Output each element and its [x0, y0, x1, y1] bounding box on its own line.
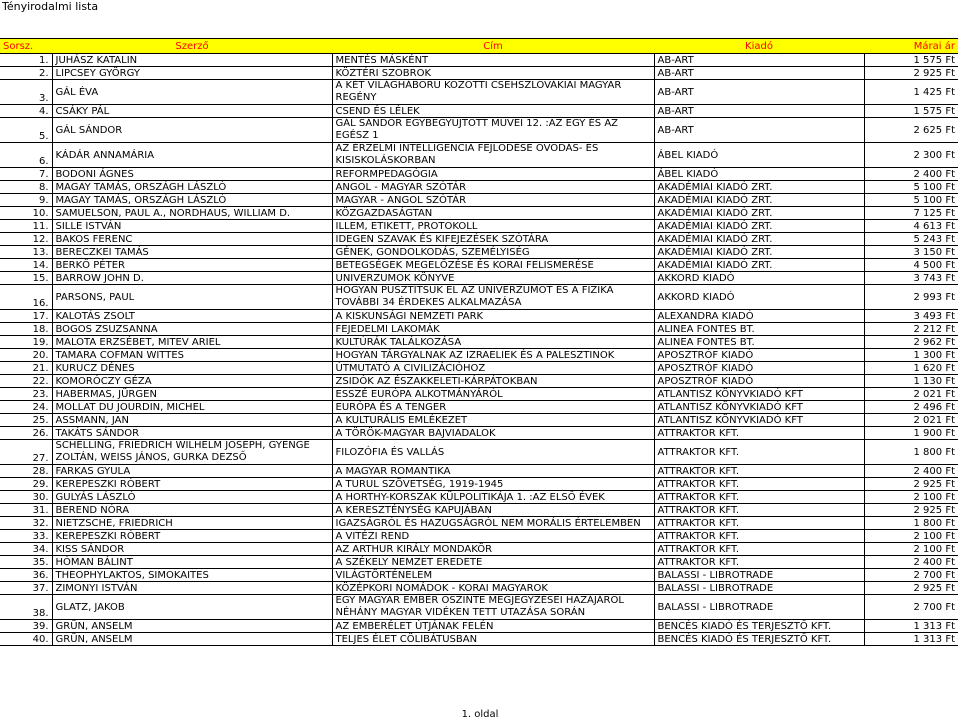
row-title: ÚTMUTATÓ A CIVILIZÁCIÓHOZ	[332, 362, 654, 375]
table-row	[0, 118, 958, 143]
row-title: KULTÚRÁK TALÁLKOZÁSA	[332, 336, 654, 349]
row-title: AZ EMBERÉLET ÚTJÁNAK FELÉN	[332, 620, 654, 633]
row-author: GÁL ÉVA	[52, 80, 332, 105]
row-author: TAMARA COFMAN WITTES	[52, 349, 332, 362]
row-publisher: AB-ART	[654, 118, 864, 143]
row-price: 1 800 Ft	[864, 517, 958, 530]
row-number: 8.	[0, 181, 52, 194]
row-number: 10.	[0, 207, 52, 220]
row-author: TAKÁTS SÁNDOR	[52, 427, 332, 440]
row-number: 37.	[0, 582, 52, 595]
row-publisher: APOSZTRÓF KIADÓ	[654, 362, 864, 375]
row-price: 2 700 Ft	[864, 595, 958, 620]
row-publisher: ATTRAKTOR KFT.	[654, 478, 864, 491]
row-publisher: ATTRAKTOR KFT.	[654, 530, 864, 543]
table-body	[0, 54, 958, 646]
row-price: 2 700 Ft	[864, 569, 958, 582]
row-title: A KÉT VILÁGHÁBORÚ KÖZÖTTI CSEHSZLOVÁKIAI MAGYAR REGÉNY	[332, 80, 654, 105]
row-author: GRÜN, ANSELM	[52, 633, 332, 646]
row-title: GÁL SÁNDOR EGYBEGYŰJTÖTT MŰVEI 12. :AZ EGY ÉS AZ EGÉSZ 1	[332, 118, 654, 143]
table-row	[0, 80, 958, 105]
row-publisher: AKADÉMIAI KIADÓ ZRT.	[654, 233, 864, 246]
row-publisher: ÁBEL KIADÓ	[654, 168, 864, 181]
header-row	[0, 39, 958, 54]
row-author: JUHÁSZ KATALIN	[52, 54, 332, 67]
row-publisher: AKADÉMIAI KIADÓ ZRT.	[654, 181, 864, 194]
row-price: 2 400 Ft	[864, 465, 958, 478]
table-row	[0, 143, 958, 168]
row-title: A VITÉZI REND	[332, 530, 654, 543]
row-number: 21.	[0, 362, 52, 375]
row-publisher: AKADÉMIAI KIADÓ ZRT.	[654, 220, 864, 233]
row-publisher: AKADÉMIAI KIADÓ ZRT.	[654, 259, 864, 272]
row-author: KALOTÁS ZSOLT	[52, 310, 332, 323]
row-number: 25.	[0, 414, 52, 427]
row-author: BERECZKEI TAMÁS	[52, 246, 332, 259]
row-price: 2 925 Ft	[864, 504, 958, 517]
row-title: KÖZÉPKORI NOMÁDOK - KORAI MAGYAROK	[332, 582, 654, 595]
table-row	[0, 556, 958, 569]
row-price: 1 130 Ft	[864, 375, 958, 388]
row-price: 1 575 Ft	[864, 105, 958, 118]
row-author: HÓMAN BÁLINT	[52, 556, 332, 569]
page-number: 1. oldal	[461, 709, 499, 720]
header-publisher: Kiadó	[654, 39, 864, 54]
row-price: 3 150 Ft	[864, 246, 958, 259]
table-row	[0, 207, 958, 220]
row-author: GRÜN, ANSELM	[52, 620, 332, 633]
row-price: 2 962 Ft	[864, 336, 958, 349]
table-row	[0, 388, 958, 401]
row-title: TELJES ÉLET CÖLIBÁTUSBAN	[332, 633, 654, 646]
row-title: A HORTHY-KORSZAK KÜLPOLITIKÁJA 1. :AZ ELSŐ ÉVEK	[332, 491, 654, 504]
row-price: 2 021 Ft	[864, 388, 958, 401]
row-price: 2 625 Ft	[864, 118, 958, 143]
row-number: 39.	[0, 620, 52, 633]
row-number: 35.	[0, 556, 52, 569]
table-row	[0, 272, 958, 285]
table-row	[0, 440, 958, 465]
row-publisher: BALASSI - LIBROTRADE	[654, 569, 864, 582]
row-publisher: AB-ART	[654, 105, 864, 118]
row-price: 4 613 Ft	[864, 220, 958, 233]
table-row	[0, 233, 958, 246]
row-author: KÁDÁR ANNAMÁRIA	[52, 143, 332, 168]
row-price: 2 993 Ft	[864, 285, 958, 310]
table-row	[0, 349, 958, 362]
row-author: BAKOS FERENC	[52, 233, 332, 246]
table-row	[0, 105, 958, 118]
table-row	[0, 620, 958, 633]
row-number: 4.	[0, 105, 52, 118]
row-number: 23.	[0, 388, 52, 401]
table-row	[0, 194, 958, 207]
row-price: 2 100 Ft	[864, 543, 958, 556]
row-price: 5 100 Ft	[864, 194, 958, 207]
row-price: 5 100 Ft	[864, 181, 958, 194]
row-publisher: ATTRAKTOR KFT.	[654, 465, 864, 478]
row-title: HOGYAN TÁRGYALNAK AZ IZRAELIEK ÉS A PALESZTINOK	[332, 349, 654, 362]
row-publisher: ATLANTISZ KÖNYVKIADÓ KFT	[654, 414, 864, 427]
row-number: 34.	[0, 543, 52, 556]
row-number: 27.	[0, 440, 52, 465]
row-number: 30.	[0, 491, 52, 504]
table-row	[0, 633, 958, 646]
row-author: ASSMANN, JAN	[52, 414, 332, 427]
row-number: 24.	[0, 401, 52, 414]
row-number: 32.	[0, 517, 52, 530]
row-author: GÁL SÁNDOR	[52, 118, 332, 143]
row-publisher: ALEXANDRA KIADÓ	[654, 310, 864, 323]
row-number: 5.	[0, 118, 52, 143]
row-price: 2 400 Ft	[864, 168, 958, 181]
row-author: GLATZ, JAKOB	[52, 595, 332, 620]
row-author: KISS SÁNDOR	[52, 543, 332, 556]
row-price: 1 620 Ft	[864, 362, 958, 375]
row-publisher: ATTRAKTOR KFT.	[654, 504, 864, 517]
row-number: 38.	[0, 595, 52, 620]
table-row	[0, 582, 958, 595]
row-price: 7 125 Ft	[864, 207, 958, 220]
table-row	[0, 465, 958, 478]
document-title: Tényirodalmi lista	[2, 0, 99, 13]
row-title: UNIVERZUMOK KÖNYVE	[332, 272, 654, 285]
row-price: 2 496 Ft	[864, 401, 958, 414]
row-publisher: ATTRAKTOR KFT.	[654, 517, 864, 530]
row-price: 1 575 Ft	[864, 54, 958, 67]
row-publisher: ALINEA FONTES BT.	[654, 323, 864, 336]
row-title: MENTÉS MÁSKÉNT	[332, 54, 654, 67]
table-row	[0, 285, 958, 310]
row-publisher: AKKORD KIADÓ	[654, 272, 864, 285]
row-author: SCHELLING, FRIEDRICH WILHELM JOSEPH, GYENGE ZOLTÁN, WEISS JÁNOS, GURKA DEZSŐ	[52, 440, 332, 465]
table-row	[0, 310, 958, 323]
row-price: 3 493 Ft	[864, 310, 958, 323]
row-title: A KERESZTÉNYSÉG KAPUJÁBAN	[332, 504, 654, 517]
row-title: A MAGYAR ROMANTIKA	[332, 465, 654, 478]
row-author: KURUCZ DÉNES	[52, 362, 332, 375]
row-price: 2 100 Ft	[864, 530, 958, 543]
table-row	[0, 375, 958, 388]
table-row	[0, 414, 958, 427]
row-number: 33.	[0, 530, 52, 543]
row-number: 2.	[0, 67, 52, 80]
table-row	[0, 220, 958, 233]
row-publisher: AKKORD KIADÓ	[654, 285, 864, 310]
row-author: HABERMAS, JÜRGEN	[52, 388, 332, 401]
row-publisher: AB-ART	[654, 80, 864, 105]
table-row	[0, 401, 958, 414]
row-publisher: BENCÉS KIADÓ ÉS TERJESZTŐ KFT.	[654, 620, 864, 633]
row-price: 2 300 Ft	[864, 143, 958, 168]
row-author: BODONI ÁGNES	[52, 168, 332, 181]
header-author: Szerző	[52, 39, 332, 54]
row-author: KEREPESZKI RÓBERT	[52, 478, 332, 491]
table-row	[0, 504, 958, 517]
row-title: EURÓPA ÉS A TENGER	[332, 401, 654, 414]
row-price: 1 800 Ft	[864, 440, 958, 465]
row-price: 1 300 Ft	[864, 349, 958, 362]
table-row	[0, 336, 958, 349]
row-title: EGY MAGYAR EMBER ŐSZINTE MEGJEGYZÉSEI HAZÁJÁRÓL NÉHÁNY MAGYAR VIDÉKEN TETT UTAZÁSA SORÁN	[332, 595, 654, 620]
table-row	[0, 168, 958, 181]
row-author: MOLLAT DU JOURDIN, MICHEL	[52, 401, 332, 414]
table-row	[0, 478, 958, 491]
row-title: AZ ARTHUR KIRÁLY MONDAKÖR	[332, 543, 654, 556]
row-publisher: ATLANTISZ KÖNYVKIADÓ KFT	[654, 388, 864, 401]
row-title: KÖZTÉRI SZOBROK	[332, 67, 654, 80]
row-author: GULYÁS LÁSZLÓ	[52, 491, 332, 504]
row-number: 9.	[0, 194, 52, 207]
row-number: 16.	[0, 285, 52, 310]
row-author: THEOPHYLAKTOS, SIMOKAITES	[52, 569, 332, 582]
row-number: 29.	[0, 478, 52, 491]
row-author: MALOTA ERZSÉBET, MITEV ARIEL	[52, 336, 332, 349]
table-row	[0, 569, 958, 582]
row-publisher: BALASSI - LIBROTRADE	[654, 582, 864, 595]
row-publisher: APOSZTRÓF KIADÓ	[654, 375, 864, 388]
row-title: IGAZSÁGRÓL ÉS HAZUGSÁGRÓL NEM MORÁLIS ÉRTELEMBEN	[332, 517, 654, 530]
row-author: BARROW JOHN D.	[52, 272, 332, 285]
table-row	[0, 246, 958, 259]
row-number: 26.	[0, 427, 52, 440]
row-publisher: AB-ART	[654, 67, 864, 80]
row-title: AZ ÉRZELMI INTELLIGENCIA FEJLŐDÉSE ÓVODÁS- ÉS KISISKOLÁSKORBAN	[332, 143, 654, 168]
table-row	[0, 491, 958, 504]
header-number: Sorsz.	[0, 39, 52, 54]
row-number: 20.	[0, 349, 52, 362]
table-row	[0, 323, 958, 336]
row-title: HOGYAN PUSZTÍTSUK EL AZ UNIVERZUMOT ÉS A FIZIKA TOVÁBBI 34 ÉRDEKES ALKALMAZÁSA	[332, 285, 654, 310]
row-author: PARSONS, PAUL	[52, 285, 332, 310]
row-price: 2 400 Ft	[864, 556, 958, 569]
table-row	[0, 67, 958, 80]
row-author: FARKAS GYULA	[52, 465, 332, 478]
row-price: 2 212 Ft	[864, 323, 958, 336]
row-price: 1 425 Ft	[864, 80, 958, 105]
row-number: 6.	[0, 143, 52, 168]
row-title: A KISKUNSÁGI NEMZETI PARK	[332, 310, 654, 323]
row-publisher: ÁBEL KIADÓ	[654, 143, 864, 168]
row-author: NIETZSCHE, FRIEDRICH	[52, 517, 332, 530]
row-author: MAGAY TAMÁS, ORSZÁGH LÁSZLÓ	[52, 181, 332, 194]
table-row	[0, 595, 958, 620]
row-number: 12.	[0, 233, 52, 246]
row-publisher: BALASSI - LIBROTRADE	[654, 595, 864, 620]
row-price: 5 243 Ft	[864, 233, 958, 246]
table-row	[0, 427, 958, 440]
row-price: 2 021 Ft	[864, 414, 958, 427]
row-price: 2 100 Ft	[864, 491, 958, 504]
row-title: ZSIDÓK AZ ÉSZAKKELETI-KÁRPÁTOKBAN	[332, 375, 654, 388]
row-price: 1 313 Ft	[864, 620, 958, 633]
row-number: 40.	[0, 633, 52, 646]
row-publisher: ALINEA FONTES BT.	[654, 336, 864, 349]
row-publisher: ATLANTISZ KÖNYVKIADÓ KFT	[654, 401, 864, 414]
table-row	[0, 259, 958, 272]
row-number: 18.	[0, 323, 52, 336]
row-title: CSEND ÉS LÉLEK	[332, 105, 654, 118]
row-author: CSÁKY PÁL	[52, 105, 332, 118]
row-publisher: AKADÉMIAI KIADÓ ZRT.	[654, 246, 864, 259]
row-publisher: APOSZTRÓF KIADÓ	[654, 349, 864, 362]
row-title: KÖZGAZDASÁGTAN	[332, 207, 654, 220]
row-author: LIPCSEY GYÖRGY	[52, 67, 332, 80]
row-publisher: AKADÉMIAI KIADÓ ZRT.	[654, 194, 864, 207]
row-price: 2 925 Ft	[864, 582, 958, 595]
row-publisher: ATTRAKTOR KFT.	[654, 427, 864, 440]
row-publisher: AKADÉMIAI KIADÓ ZRT.	[654, 207, 864, 220]
row-title: A SZÉKELY NEMZET EREDETE	[332, 556, 654, 569]
row-title: A KULTURÁLIS EMLÉKEZET	[332, 414, 654, 427]
row-number: 3.	[0, 80, 52, 105]
row-number: 1.	[0, 54, 52, 67]
row-publisher: ATTRAKTOR KFT.	[654, 491, 864, 504]
row-number: 22.	[0, 375, 52, 388]
header-title: Cím	[332, 39, 654, 54]
row-number: 36.	[0, 569, 52, 582]
row-number: 17.	[0, 310, 52, 323]
row-author: SILLE ISTVÁN	[52, 220, 332, 233]
row-number: 15.	[0, 272, 52, 285]
row-title: FILOZÓFIA ÉS VALLÁS	[332, 440, 654, 465]
row-title: REFORMPEDAGÓGIA	[332, 168, 654, 181]
row-number: 14.	[0, 259, 52, 272]
row-title: ESSZÉ EURÓPA ALKOTMÁNYÁRÓL	[332, 388, 654, 401]
row-title: FEJEDELMI LAKOMÁK	[332, 323, 654, 336]
row-number: 11.	[0, 220, 52, 233]
book-list-table	[0, 38, 958, 646]
header-price: Márai ár	[864, 39, 958, 54]
row-title: A TÖRÖK-MAGYAR BAJVIADALOK	[332, 427, 654, 440]
row-author: KEREPESZKI RÓBERT	[52, 530, 332, 543]
row-publisher: BENCÉS KIADÓ ÉS TERJESZTŐ KFT.	[654, 633, 864, 646]
row-number: 7.	[0, 168, 52, 181]
row-price: 3 743 Ft	[864, 272, 958, 285]
row-title: ANGOL - MAGYAR SZÓTÁR	[332, 181, 654, 194]
row-author: ZIMONYI ISTVÁN	[52, 582, 332, 595]
row-author: BOGOS ZSUZSANNA	[52, 323, 332, 336]
row-number: 13.	[0, 246, 52, 259]
row-title: GÉNEK, GONDOLKODÁS, SZEMÉLYISÉG	[332, 246, 654, 259]
row-title: A TURUL SZÖVETSÉG, 1919-1945	[332, 478, 654, 491]
table-row	[0, 362, 958, 375]
row-author: MAGAY TAMÁS, ORSZÁGH LÁSZLÓ	[52, 194, 332, 207]
table-row	[0, 54, 958, 67]
row-number: 28.	[0, 465, 52, 478]
row-title: MAGYAR - ANGOL SZÓTÁR	[332, 194, 654, 207]
row-author: BERKŐ PÉTER	[52, 259, 332, 272]
table-row	[0, 530, 958, 543]
table-row	[0, 181, 958, 194]
table-row	[0, 543, 958, 556]
row-price: 1 900 Ft	[864, 427, 958, 440]
row-title: IDEGEN SZAVAK ÉS KIFEJEZÉSEK SZÓTÁRA	[332, 233, 654, 246]
row-publisher: AB-ART	[654, 54, 864, 67]
row-price: 2 925 Ft	[864, 478, 958, 491]
row-author: KOMORÓCZY GÉZA	[52, 375, 332, 388]
row-author: SAMUELSON, PAUL A., NORDHAUS, WILLIAM D.	[52, 207, 332, 220]
row-publisher: ATTRAKTOR KFT.	[654, 556, 864, 569]
row-title: ILLEM, ETIKETT, PROTOKOLL	[332, 220, 654, 233]
row-author: BEREND NÓRA	[52, 504, 332, 517]
row-price: 2 925 Ft	[864, 67, 958, 80]
row-price: 1 313 Ft	[864, 633, 958, 646]
row-title: BETEGSÉGEK MEGELŐZÉSE ÉS KORAI FELISMERÉSE	[332, 259, 654, 272]
row-title: VILÁGTÖRTÉNELEM	[332, 569, 654, 582]
row-price: 4 500 Ft	[864, 259, 958, 272]
row-number: 31.	[0, 504, 52, 517]
row-publisher: ATTRAKTOR KFT.	[654, 543, 864, 556]
row-publisher: ATTRAKTOR KFT.	[654, 440, 864, 465]
table-row	[0, 517, 958, 530]
row-number: 19.	[0, 336, 52, 349]
